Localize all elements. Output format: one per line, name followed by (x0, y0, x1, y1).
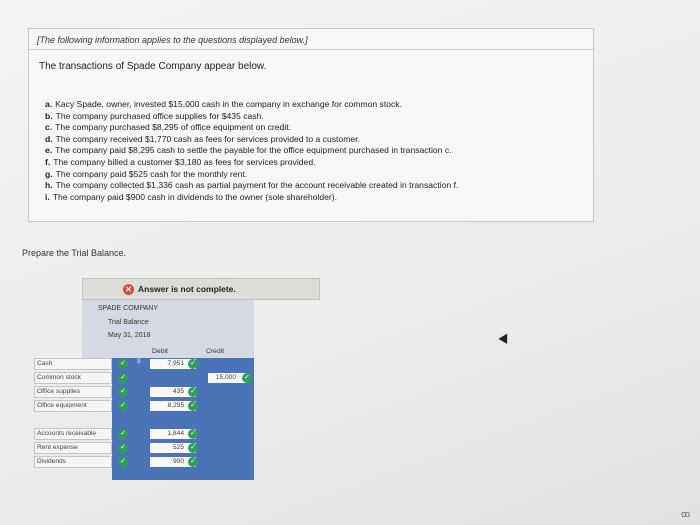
intro-note: [The following information applies to the questions displayed below.] (37, 35, 308, 45)
debit-input[interactable]: 7,951 (150, 359, 196, 369)
transaction-item (45, 180, 585, 192)
currency-symbol: $ (137, 358, 141, 365)
intro-text: The transactions of Spade Company appear below. (39, 61, 267, 72)
debit-input[interactable]: 525 (150, 443, 196, 453)
correct-check-icon: ✓ (118, 359, 128, 369)
correct-check-icon: ✓ (188, 443, 198, 453)
correct-check-icon: ✓ (118, 373, 128, 383)
correct-check-icon: ✓ (118, 429, 128, 439)
transaction-item (45, 192, 585, 204)
problem-panel (28, 28, 594, 222)
debit-header: Debit (152, 348, 168, 355)
account-name-cell[interactable]: Dividends (34, 456, 112, 468)
account-name-cell[interactable]: Office supplies (34, 386, 112, 398)
correct-check-icon: ✓ (188, 387, 198, 397)
correct-check-icon: ✓ (118, 457, 128, 467)
transaction-letter: f. (45, 156, 51, 167)
transaction-text: The company collected $1,336 cash as partial payment for the account receivable created in transaction f. (55, 180, 459, 191)
answer-status-banner (82, 278, 320, 300)
transaction-text: The company purchased office supplies for $435 cash. (55, 110, 264, 121)
account-name-cell[interactable]: Office equipment (34, 400, 112, 412)
transaction-list (45, 99, 585, 203)
correct-check-icon: ✓ (188, 401, 198, 411)
transaction-text: The company paid $8,295 cash to settle the payable for the office equipment purchased in transaction c. (55, 145, 452, 156)
transaction-text: The company paid $525 cash for the monthly rent. (55, 168, 248, 179)
transaction-letter: i. (45, 191, 50, 202)
transaction-item (45, 145, 585, 157)
prepare-label: Prepare the Trial Balance. (22, 248, 127, 258)
company-name: SPADE COMPANY (98, 305, 159, 312)
correct-check-icon: ✓ (242, 373, 252, 383)
debit-input[interactable]: 435 (150, 387, 196, 397)
transaction-text: The company billed a customer $3,180 as fees for services provided. (53, 156, 316, 167)
trial-balance-table (30, 300, 254, 480)
account-name-cell[interactable]: Accounts receivable (34, 428, 112, 440)
transaction-text: The company paid $900 cash in dividends to the owner (sole shareholder). (52, 191, 338, 202)
transaction-item (45, 157, 585, 169)
correct-check-icon: ✓ (118, 443, 128, 453)
transaction-letter: a. (45, 99, 53, 109)
debit-input[interactable]: 900 (150, 457, 196, 467)
correct-check-icon: ✓ (118, 387, 128, 397)
credit-header: Credit (206, 348, 225, 355)
account-name-cell[interactable]: Rent expense (34, 442, 112, 454)
debit-input[interactable]: 1,844 (150, 429, 196, 439)
account-name-cell[interactable]: Cash (34, 358, 112, 370)
mouse-cursor-icon (498, 331, 511, 344)
correct-check-icon: ✓ (188, 359, 198, 369)
correct-check-icon: ✓ (118, 401, 128, 411)
status-text: Answer is not complete. (138, 284, 236, 294)
account-name-cell[interactable]: Common stock (34, 372, 112, 384)
correct-check-icon: ✓ (188, 429, 198, 439)
transaction-text: Kacy Spade, owner, invested $15,000 cash in the company in exchange for common stock. (55, 99, 402, 109)
report-title: Trial Balance (108, 319, 149, 326)
transaction-item (45, 99, 585, 111)
transaction-letter: b. (45, 110, 53, 121)
transaction-item (45, 122, 585, 134)
transaction-letter: e. (45, 145, 53, 156)
transaction-item (45, 134, 585, 146)
transaction-letter: h. (45, 180, 53, 191)
transaction-letter: c. (45, 122, 53, 133)
transaction-item (45, 111, 585, 123)
corner-glyph-icon: ꝏ (681, 509, 691, 519)
transaction-letter: g. (45, 168, 53, 179)
report-date: May 31, 2018 (108, 332, 151, 339)
error-x-icon: ✕ (123, 284, 134, 295)
credit-input[interactable]: 15,000 (208, 373, 248, 383)
divider (29, 49, 593, 50)
transaction-item (45, 169, 585, 181)
correct-check-icon: ✓ (188, 457, 198, 467)
transaction-letter: d. (45, 133, 53, 144)
transaction-text: The company purchased $8,295 of office equipment on credit. (55, 122, 292, 133)
transaction-text: The company received $1,770 cash as fees for services provided to a customer. (55, 133, 360, 144)
trial-balance-header (82, 300, 254, 348)
debit-input[interactable]: 8,295 (150, 401, 196, 411)
